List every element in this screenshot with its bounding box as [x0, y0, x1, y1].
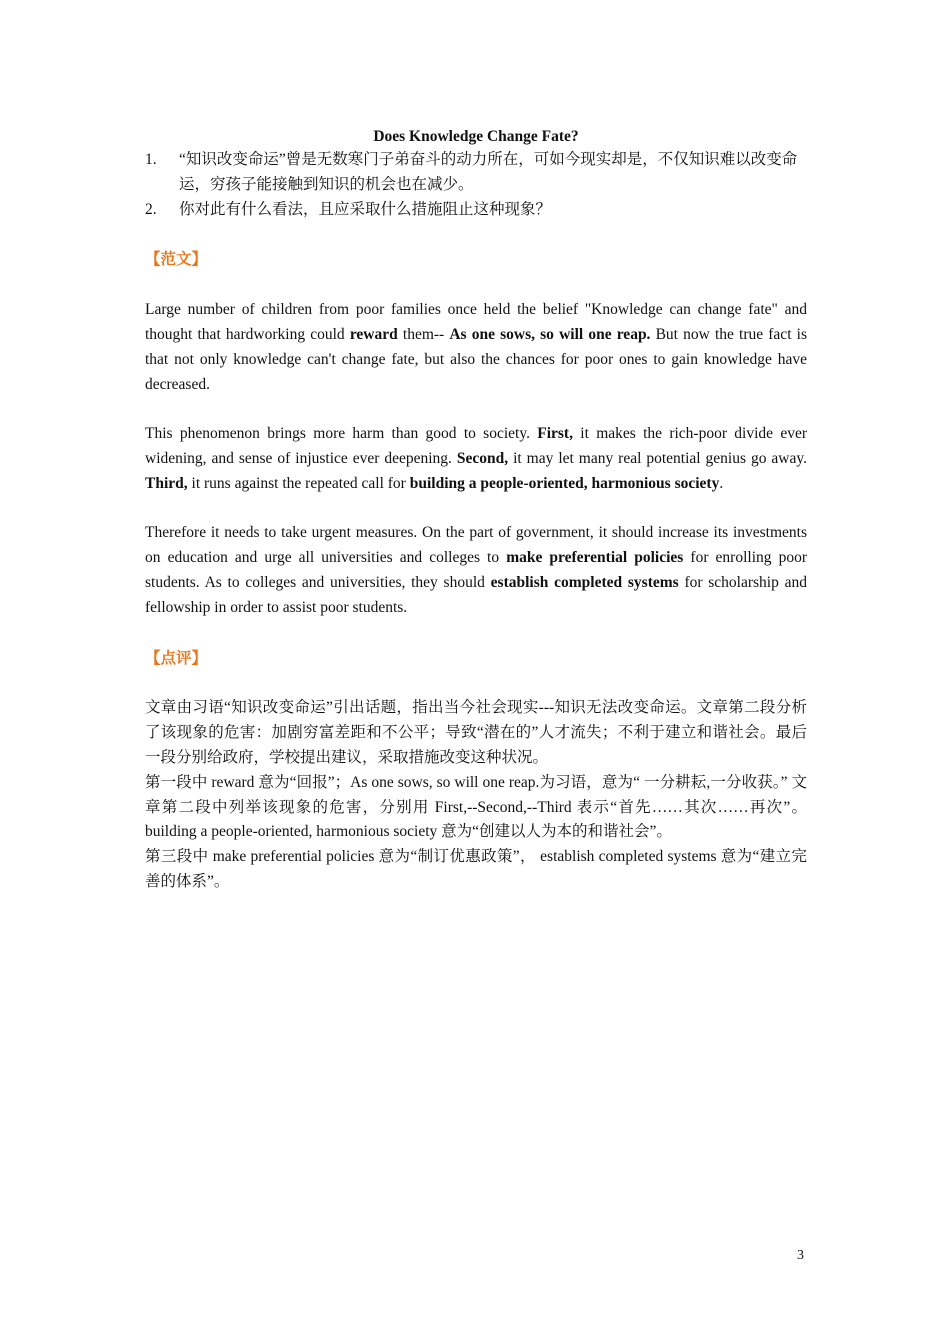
sample-essay [145, 298, 807, 620]
essay-paragraph-2 [145, 422, 807, 496]
sample-essay-label: 【范文】 [145, 251, 208, 269]
question-text: “知识改变命运”曾是无数寒门子弟奋斗的动力所在，可如今现实却是，不仅知识难以改变命运，穷孩子能接触到知识的机会也在减少。 [179, 151, 798, 193]
page-number: 3 [797, 1248, 804, 1263]
keyword-first: First, [537, 425, 573, 443]
question-2 [145, 198, 807, 223]
question-text: 你对此有什么看法，且应采取什么措施阻止这种现象？ [179, 200, 552, 218]
text-run: But now the true fact is that not only knowledge can't change fate, but also the chances for poor ones to gain knowledge have decreased. [145, 325, 807, 393]
keyword-third: Third, [145, 474, 188, 492]
keyphrase-preferential-policies: make preferential policies [506, 549, 684, 567]
keyphrase-completed-systems: establish completed systems [490, 573, 679, 591]
comment-paragraph-2: 第一段中 reward 意为“回报”；As one sows, so will one reap.为习语，意为“ 一分耕耘,一分收获。” 文章第二段中列举该现象的危害，分别用 First,--Second,--Third 表示“首先……其次……再次”。building a people-oriented, harmonious society 意为“创建以人为本的和谐社会”。 [145, 773, 807, 841]
text-run: This phenomenon brings more harm than good to society. [145, 425, 538, 443]
idiom: As one sows, so will one reap. [449, 325, 651, 343]
text-run: it runs against the repeated call for [187, 474, 410, 492]
document-page [145, 126, 807, 895]
comment-label: 【点评】 [145, 649, 208, 667]
question-1 [145, 148, 807, 198]
text-run: it may let many real potential genius go away. [508, 449, 807, 467]
text-run: Therefore it needs to take urgent measures. On the part of government, it should increase its investments on education and urge all universities and colleges to [145, 524, 807, 567]
keyword-second: Second, [456, 449, 509, 467]
text-run: them-- [397, 325, 450, 343]
text-run: it makes the rich-poor divide ever widening, and sense of injustice ever deepening. [145, 425, 807, 467]
text-run: Large number of children from poor families once held the belief "Knowledge can change fate" and thought that hardworking could [145, 301, 807, 343]
question-number: 2. [145, 200, 157, 218]
comment-paragraph-3: 第三段中 make preferential policies 意为“制订优惠政策”， establish completed systems 意为“建立完善的体系”。 [145, 848, 807, 890]
question-number: 1. [145, 151, 157, 168]
essay-paragraph-1 [145, 298, 807, 397]
text-run: for scholarship and fellowship in order to assist poor students. [145, 573, 807, 616]
text-run: for enrolling poor students. As to colleges and universities, they should [145, 549, 807, 591]
keyword-reward: reward [349, 325, 398, 343]
comment-paragraph-1: 文章由习语“知识改变命运”引出话题，指出当今社会现实---知识无法改变命运。文章第二段分析了该现象的危害：加剧穷富差距和不公平；导致“潜在的”人才流失；不利于建立和谐社会。最后一段分别给政府，学校提出建议，采取措施改变这种状况。 [145, 699, 807, 766]
essay-title: Does Knowledge Change Fate? [373, 128, 579, 145]
essay-paragraph-3 [145, 521, 807, 620]
commentary [145, 696, 807, 894]
text-run: . [719, 474, 724, 492]
keyphrase-harmonious-society: building a people-oriented, harmonious society [409, 474, 720, 492]
